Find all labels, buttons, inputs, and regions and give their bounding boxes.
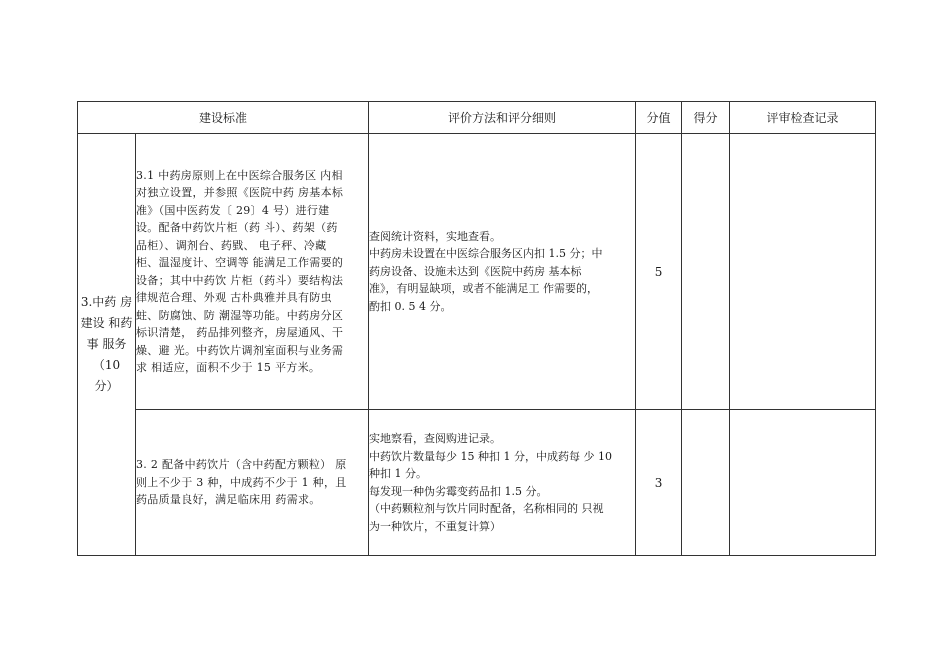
category-cell: 3.中药 房 建设 和药 事 服务 （10 分） bbox=[78, 134, 136, 556]
header-method: 评价方法和评分细则 bbox=[369, 102, 636, 134]
header-points: 分值 bbox=[636, 102, 682, 134]
points-cell: 3 bbox=[636, 410, 682, 556]
header-record: 评审检查记录 bbox=[730, 102, 876, 134]
evaluation-table bbox=[77, 101, 876, 556]
table-row bbox=[78, 410, 876, 556]
standard-cell bbox=[136, 134, 369, 410]
header-row bbox=[78, 102, 876, 134]
score-cell[interactable] bbox=[682, 410, 730, 556]
standard-cell bbox=[136, 410, 369, 556]
method-cell: 实地察看，查阅购进记录。 中药饮片数量每少 15 种扣 1 分，中成药每 少 10 种扣 1 分。 每发现一种伪劣霉变药品扣 1.5 分。 （中药颗粒剂与饮片同时配备，名称相同的 只视 为一种饮片，不重复计算） bbox=[369, 410, 636, 556]
header-score: 得分 bbox=[682, 102, 730, 134]
points-cell: 5 bbox=[636, 134, 682, 410]
record-cell[interactable] bbox=[730, 134, 876, 410]
score-cell[interactable] bbox=[682, 134, 730, 410]
header-standard: 建设标准 bbox=[78, 102, 369, 134]
record-cell[interactable] bbox=[730, 410, 876, 556]
table-row bbox=[78, 134, 876, 410]
standard-text: 3.1 中药房原则上在中医综合服务区 内相 对独立设置，并参照《医院中药 房基本标 准》（国中医药发〔 29〕4 号）进行建 设。配备中药饮片柜（药 斗）、药架（药 品柜）、调剂台、药戥、 电子秤、冷藏 柜、温湿度计、空调等 能满足工作需要的 设备；其中中药饮 片柜（药斗）要结构法 律规范合理、外观 古朴典雅并具有防虫 蛀、防腐蚀、防 潮湿等功能。中药房分区 标识清楚， 药品排列整齐，房屋通风、干 燥、避 光。中药饮片调剂室面积与业务需 求 相适应，面积不少于 15 平方米。 bbox=[136, 168, 344, 374]
method-cell: 查阅统计资料，实地查看。 中药房未设置在中医综合服务区内扣 1.5 分；中 药房设备、设施未达到《医院中药房 基本标 准》，有明显缺项，或者不能满足工 作需要的， 酌扣 0. 5 4 分。 bbox=[369, 134, 636, 410]
standard-text: 3. 2 配备中药饮片（含中药配方颗粒） 原 则上不少于 3 种，中成药不少于 1 种，且 药品质量良好，满足临床用 药需求。 bbox=[136, 458, 347, 507]
